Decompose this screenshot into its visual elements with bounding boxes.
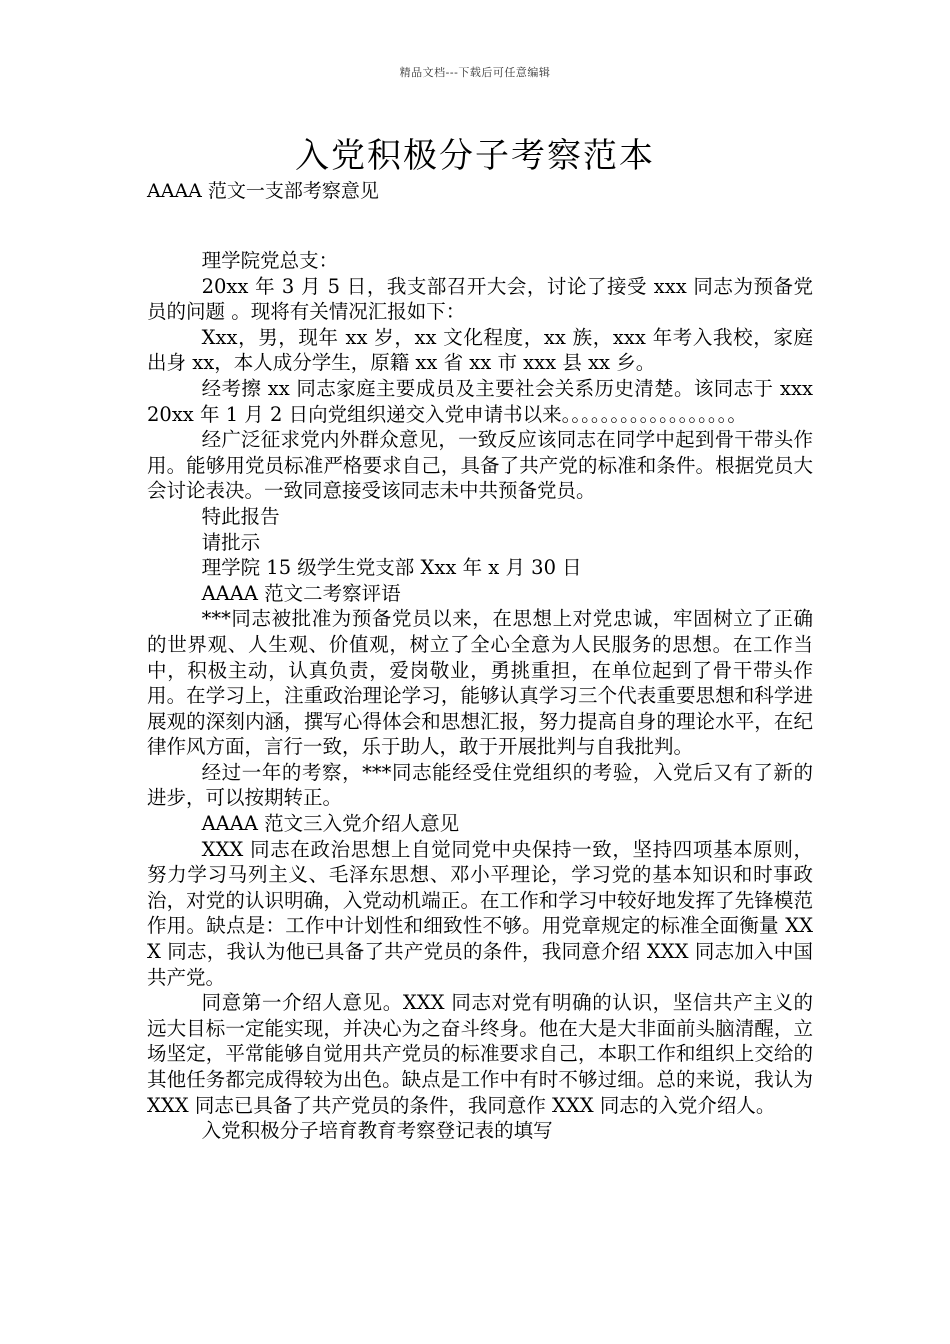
paragraph: 同意第一介绍人意见。XXX 同志对党有明确的认识，坚信共产主义的远大目标一定能实现，并决心为之奋斗终身。他在大是大非面前头脑清醒，立场坚定，平常能够自觉用共产党员的标准要求自己，本职工作和组织上交给的其他任务都完成得较为出色。缺点是工作中有时不够过细。总的来说，我认为 XXX 同志已具备了共产党员的条件，我同意作 XXX 同志的入党介绍人。	[147, 991, 813, 1117]
section-heading: 入党积极分子培育教育考察登记表的填写	[201, 1119, 553, 1143]
paragraph: 经考擦 xx 同志家庭主要成员及主要社会关系历史清楚。该同志于 xxx20xx 年 1 月 2 日向党组织递交入党申请书以来。。。。。。。。。。。。。。。。。。	[147, 376, 813, 426]
paragraph: 经过一年的考察，***同志能经受住党组织的考验，入党后又有了新的进步，可以按期转正。	[147, 760, 813, 810]
section-heading: AAAA 范文二考察评语	[201, 581, 401, 605]
header-note: 精品文档---下载后可任意编辑	[399, 66, 551, 79]
document-body	[147, 248, 813, 1144]
document-subtitle: AAAA 范文一支部考察意见	[147, 180, 379, 202]
closing-line: 请批示	[201, 530, 261, 554]
signature-line: 理学院 15 级学生党支部 Xxx 年 x 月 30 日	[201, 556, 582, 580]
paragraph: Xxx，男，现年 xx 岁，xx 文化程度，xx 族，xxx 年考入我校，家庭出身 xx，本人成分学生，原籍 xx 省 xx 市 xxx 县 xx 乡。	[147, 325, 813, 375]
paragraph: ***同志被批准为预备党员以来，在思想上对党忠诚，牢固树立了正确的世界观、人生观、价值观，树立了全心全意为人民服务的思想。在工作当中，积极主动，认真负责，爱岗敬业，勇挑重担，在单位起到了骨干带头作用。在学习上，注重政治理论学习，能够认真学习三个代表重要思想和科学进展观的深刻内涵，撰写心得体会和思想汇报，努力提高自身的理论水平，在纪律作风方面，言行一致，乐于助人，敢于开展批判与自我批判。	[147, 607, 813, 759]
section-heading: AAAA 范文三入党介绍人意见	[201, 812, 460, 836]
salutation: 理学院党总支：	[201, 249, 339, 272]
paragraph: XXX 同志在政治思想上自觉同党中央保持一致，坚持四项基本原则，努力学习马列主义、毛泽东思想、邓小平理论，学习党的基本知识和时事政治，对党的认识明确，入党动机端正。在工作和学习中较好地发挥了先锋模范作用。缺点是：工作中计划性和细致性不够。用党章规定的标准全面衡量 XXX 同志，我认为他已具备了共产党员的条件，我同意介绍 XXX 同志加入中国共产党。	[147, 837, 813, 989]
paragraph: 经广泛征求党内外群众意见，一致反应该同志在同学中起到骨干带头作用。能够用党员标准严格要求自己，具备了共产党的标准和条件。根据党员大会讨论表决。一致同意接受该同志未中共预备党员。	[147, 428, 813, 503]
document-title: 入党积极分子考察范本	[295, 136, 655, 176]
paragraph: 20xx 年 3 月 5 日，我支部召开大会，讨论了接受 xxx 同志为预备党员的问题 。现将有关情况汇报如下：	[147, 274, 813, 324]
closing-line: 特此报告	[201, 504, 280, 528]
